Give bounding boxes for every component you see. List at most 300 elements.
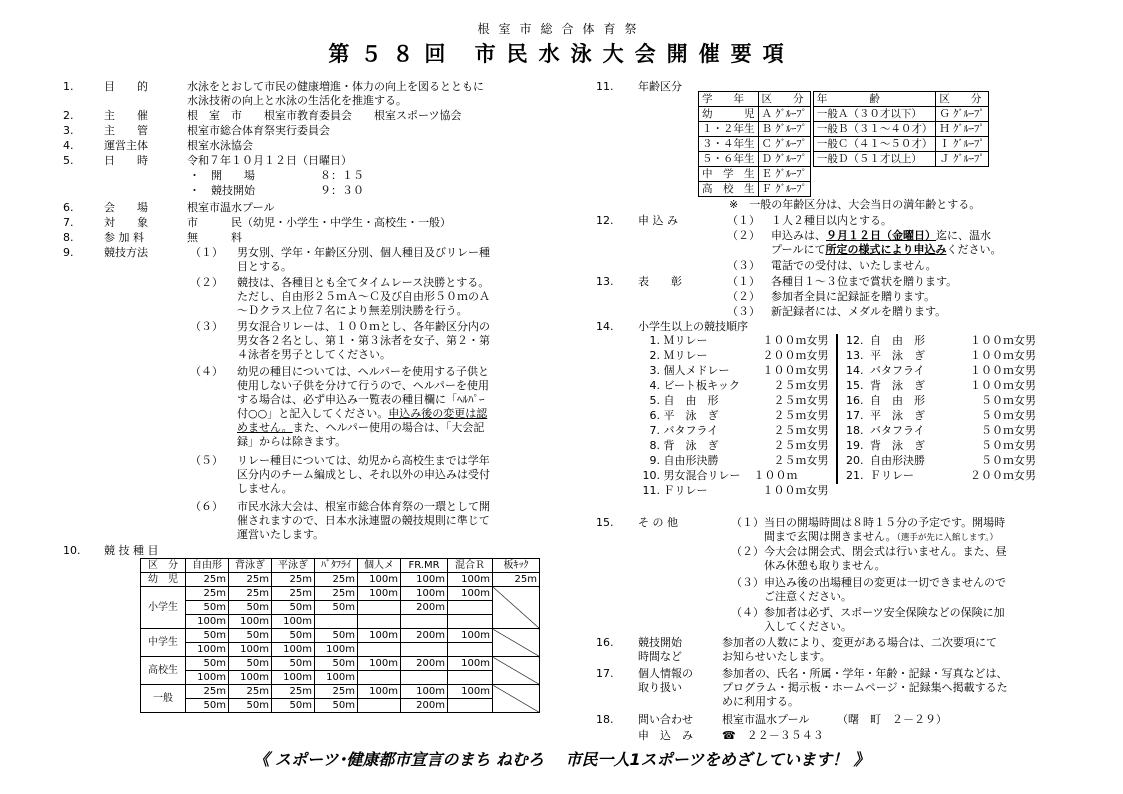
section-number: 7. — [63, 216, 74, 229]
list-item — [640, 454, 829, 468]
section-label: 小学生以上の競技順序 — [638, 320, 748, 333]
table-header: FR.MR — [401, 559, 448, 573]
list-item — [846, 439, 1036, 453]
rule-line: めに利用する。 — [722, 695, 799, 708]
table-cell: 一般Ａ（３０才以下） — [813, 107, 936, 122]
table-header: 年 齢 — [813, 92, 936, 107]
table-row — [141, 629, 540, 643]
order-event: 自 由 形 — [870, 334, 925, 347]
order-num: 13. — [846, 349, 864, 362]
target-text: 市 民（幼児・小学生・中学生・高校生・一般） — [187, 216, 451, 229]
table-cell: 50m — [272, 657, 315, 671]
item-number: （３） — [190, 320, 223, 333]
table-cell: 200m — [401, 657, 448, 671]
section-label: そ の 他 — [638, 516, 678, 529]
list-item — [640, 424, 829, 438]
order-num: 20. — [846, 454, 864, 467]
table-row — [141, 657, 540, 671]
table-cell: Ｊ ｸﾞﾙｰﾌﾟ — [936, 152, 988, 167]
order-distance: １００ｍ — [753, 469, 798, 482]
order-event: バタフライ — [663, 424, 719, 437]
table-cell — [315, 615, 358, 629]
rule-text: プールにて — [771, 243, 826, 256]
start-label: ・ 競技開始 — [189, 184, 255, 197]
section-label: 対 象 — [104, 216, 148, 229]
order-distance: ２５ｍ女男 — [773, 394, 829, 407]
order-event: 背 泳 ぎ — [870, 379, 925, 392]
empty-cell — [493, 587, 540, 629]
divider — [836, 334, 838, 484]
venue-text: 根室市温水プール — [187, 201, 275, 214]
table-cell: ３・４年生 — [699, 137, 759, 152]
document-title: 第５８回 市民水泳大会開催要項 — [328, 42, 795, 66]
order-num: 7. — [649, 424, 660, 437]
rule-line: 区分内のチーム編成とし、それ以外の申込みは受付 — [237, 468, 490, 481]
order-num: 16. — [846, 394, 864, 407]
order-distance: １００ｍ女男 — [970, 379, 1036, 392]
table-cell — [358, 643, 401, 657]
item-number: （１） — [727, 214, 760, 227]
rule-line: 各種目１～３位まで賞状を贈ります。 — [771, 275, 958, 288]
section-label: 主 管 — [104, 124, 148, 137]
table-cell: 200m — [401, 601, 448, 615]
order-distance: ５０ｍ女男 — [981, 454, 1036, 467]
rule-text: また、ヘルパー使用の場合は、「大会記 — [292, 421, 485, 434]
order-num: 4. — [649, 379, 660, 392]
table-header: 学 年 — [699, 92, 759, 107]
table-cell: Ｄ ｸﾞﾙｰﾌﾟ — [758, 152, 810, 167]
item-number: （２） — [727, 229, 760, 242]
rule-line: リレー種目については、幼児から高校生までは学年 — [237, 454, 490, 467]
table-cell: Ｇ ｸﾞﾙｰﾌﾟ — [936, 107, 988, 122]
rule-line — [237, 421, 484, 435]
order-num: 5. — [649, 394, 660, 407]
organizer-text: 根 室 市 根室市教育委員会 根室スポーツ協会 — [187, 109, 462, 122]
rule-note: （選手が先に入館します。） — [896, 533, 998, 543]
row-label: 一般 — [141, 685, 186, 713]
empty-cell — [810, 167, 988, 182]
table-cell — [448, 671, 493, 685]
item-number: （１） — [731, 516, 764, 529]
table-row — [699, 182, 989, 197]
table-row — [141, 587, 540, 601]
table-cell — [358, 699, 401, 713]
order-event: 背 泳 ぎ — [870, 439, 925, 452]
table-header: 自由形 — [186, 559, 229, 573]
order-num: 18. — [846, 424, 864, 437]
table-row — [699, 107, 989, 122]
table-cell: 25m — [186, 587, 229, 601]
section-label: 問い合わせ — [638, 713, 693, 726]
row-label: 幼 児 — [141, 573, 186, 587]
age-note: ※ 一般の年齢区分は、大会当日の満年齢とする。 — [729, 198, 981, 211]
section-number: 11. — [596, 80, 614, 93]
order-distance: ２５ｍ女男 — [773, 409, 829, 422]
order-distance: ５０ｍ女男 — [981, 409, 1036, 422]
table-cell: 25m — [186, 685, 229, 699]
table-cell: 50m — [272, 629, 315, 643]
table-cell: 100m — [358, 657, 401, 671]
order-distance: １００ｍ女男 — [762, 484, 829, 497]
section-number: 14. — [596, 320, 614, 333]
section-number: 17. — [596, 667, 614, 680]
row-label: 高校生 — [141, 657, 186, 685]
rule-line — [771, 229, 991, 243]
order-num: 2. — [649, 349, 660, 362]
rule-line: 電話での受付は、いたしません。 — [771, 259, 937, 272]
list-item — [640, 394, 829, 408]
item-number: （２） — [727, 290, 760, 303]
table-cell: 100m — [315, 671, 358, 685]
table-row — [141, 671, 540, 685]
order-event: Ｍリレー — [663, 349, 708, 362]
event-subtitle: 根室市総合体育祭 — [477, 22, 646, 36]
rule-line: する場合は、必ず申込み一覧表の種目欄に「ﾍﾙﾊﾟｰ — [237, 393, 485, 406]
table-cell: 50m — [229, 657, 272, 671]
order-num: 11. — [642, 484, 660, 497]
table-cell: 100m — [448, 657, 493, 671]
section-label: 年齢区分 — [638, 80, 682, 93]
order-distance: １００ｍ女男 — [970, 364, 1036, 377]
table-cell: 100m — [401, 685, 448, 699]
list-item — [640, 469, 829, 483]
order-distance: １００ｍ女男 — [762, 334, 829, 347]
order-distance: ５０ｍ女男 — [981, 394, 1036, 407]
order-event: ビート板キック — [663, 379, 740, 392]
order-event: Ｍリレー — [663, 334, 708, 347]
table-header: 板ｷｯｸ — [493, 559, 540, 573]
rule-line: 申込み後の出場種目の変更は一切できませんので — [764, 576, 1006, 589]
table-cell: １・２年生 — [699, 122, 759, 137]
table-row — [141, 601, 540, 615]
table-cell — [358, 601, 401, 615]
section-number: 8. — [63, 231, 74, 244]
contact-address: 根室市温水プール （曙 町 ２－２９） — [722, 713, 947, 726]
order-event: 個人メドレー — [663, 364, 730, 377]
rule-line: 参加者全員に記録証を贈ります。 — [771, 290, 936, 303]
age-group-table — [698, 91, 989, 197]
table-header: 混合Ｒ — [448, 559, 493, 573]
order-event: 背 泳 ぎ — [663, 439, 719, 452]
operator-text: 根室水泳協会 — [187, 139, 253, 152]
table-header: 区 分 — [758, 92, 810, 107]
item-number: （５） — [190, 454, 223, 467]
section-number: 1. — [63, 80, 74, 93]
table-row — [699, 137, 989, 152]
list-item — [846, 394, 1036, 408]
table-cell: 50m — [186, 699, 229, 713]
table-cell: 50m — [229, 601, 272, 615]
rule-text: 間まで玄関は開きません。 — [764, 530, 897, 543]
table-cell: 25m — [493, 573, 540, 587]
list-item — [846, 379, 1036, 393]
table-cell: 25m — [272, 587, 315, 601]
section-number: 15. — [596, 516, 614, 529]
table-header: 背泳ぎ — [229, 559, 272, 573]
section-number: 6. — [63, 201, 74, 214]
rule-line: 参加者の、氏名・所属・学年・年齢・記録・写真などは、 — [722, 667, 1008, 680]
row-label: 小学生 — [141, 587, 186, 629]
table-cell: 高 校 生 — [699, 182, 759, 197]
rule-line: お知らせいたします。 — [722, 650, 831, 663]
rule-line: 幼児の種目については、ヘルパーを使用する子供と — [237, 365, 490, 378]
table-row — [141, 573, 540, 587]
rule-line: 録」からは除きます。 — [237, 435, 347, 448]
table-cell: 100m — [358, 573, 401, 587]
table-cell: 一般Ｄ（５１才以上） — [813, 152, 936, 167]
table-cell: 25m — [272, 685, 315, 699]
item-number: （３） — [727, 259, 760, 272]
empty-cell — [493, 629, 540, 657]
table-cell: 50m — [186, 657, 229, 671]
table-cell: 50m — [315, 657, 358, 671]
rule-line — [764, 530, 998, 545]
row-label: 中学生 — [141, 629, 186, 657]
order-event: 平 泳 ぎ — [870, 349, 925, 362]
section-number: 2. — [63, 109, 74, 122]
table-cell: 100m — [358, 685, 401, 699]
order-distance: ２５ｍ女男 — [773, 454, 829, 467]
list-item — [846, 454, 1036, 468]
rule-line: ～Ｄクラス上位７名により無差別決勝を行う。 — [237, 304, 468, 317]
table-cell: 一般Ｂ（３１～４０才） — [813, 122, 936, 137]
order-num: 14. — [846, 364, 864, 377]
item-number: （４） — [190, 365, 223, 378]
table-header: ﾊﾞﾀﾌﾗｲ — [315, 559, 358, 573]
list-item — [846, 424, 1036, 438]
rule-line: 参加者の人数により、変更がある場合は、二次要項にて — [722, 636, 997, 649]
order-event: バタフライ — [870, 364, 925, 377]
table-cell: 100m — [401, 587, 448, 601]
order-distance: １００ｍ女男 — [970, 334, 1036, 347]
table-cell: 25m — [229, 587, 272, 601]
list-item — [640, 379, 829, 393]
section-number: 13. — [596, 275, 614, 288]
section-label: 日 時 — [104, 154, 148, 167]
open-label: ・ 開 場 — [189, 169, 255, 182]
order-event: 平 泳 ぎ — [663, 409, 719, 422]
order-distance: ２５ｍ女男 — [773, 439, 829, 452]
table-cell: 50m — [272, 601, 315, 615]
table-cell: 100m — [186, 643, 229, 657]
order-distance: ２００ｍ女男 — [762, 349, 829, 362]
item-number: （１） — [727, 275, 760, 288]
rule-line: 使用しない子供を分けて行うので、ヘルパーを使用 — [237, 379, 490, 392]
table-cell: 100m — [186, 671, 229, 685]
item-number: （２） — [731, 545, 764, 558]
event-date: 令和７年１０月１２日（日曜日） — [187, 154, 352, 167]
order-num: 9. — [649, 454, 660, 467]
rule-line: 男女各２名とし、第１・第３泳者を女子、第２・第 — [237, 334, 490, 347]
rule-line: 当日の開場時間は８時１５分の予定です。開場時 — [764, 516, 1006, 529]
table-row — [141, 699, 540, 713]
table-cell: 200m — [401, 699, 448, 713]
rule-line: 目とする。 — [237, 260, 292, 273]
list-item — [846, 334, 1036, 348]
table-cell: 25m — [229, 573, 272, 587]
order-distance: ５０ｍ女男 — [981, 424, 1036, 437]
events-table — [140, 558, 540, 713]
fee-text: 無 料 — [187, 231, 242, 244]
item-number: （３） — [731, 576, 764, 589]
rule-line: しません。 — [237, 482, 293, 495]
rule-line: 今大会は開会式、閉会式は行いません。また、昼 — [764, 545, 1007, 558]
rule-line: プログラム・掲示板・ホームページ・記録集へ掲載するた — [722, 681, 1008, 694]
item-number: （４） — [731, 606, 764, 619]
table-cell — [358, 671, 401, 685]
table-cell: 100m — [448, 629, 493, 643]
table-cell: 25m — [186, 573, 229, 587]
list-item — [640, 349, 829, 363]
order-event: 自 由 形 — [870, 394, 925, 407]
order-distance: １００ｍ女男 — [970, 349, 1036, 362]
section-label: 主 催 — [104, 109, 148, 122]
section-label: 運営主体 — [104, 139, 148, 152]
table-cell: Ａ ｸﾞﾙｰﾌﾟ — [758, 107, 810, 122]
rule-line — [237, 407, 487, 421]
section-number: 5. — [63, 154, 74, 167]
section-number: 3. — [63, 124, 74, 137]
table-row — [699, 152, 989, 167]
list-item — [846, 364, 1036, 378]
section-label: 取り扱い — [638, 681, 682, 694]
table-cell: 50m — [315, 601, 358, 615]
table-row — [141, 685, 540, 699]
item-number: （３） — [727, 305, 760, 318]
rule-line: 催されますので、日本水泳連盟の競技規則に準じて — [237, 514, 490, 527]
rule-line: 入してください。 — [764, 620, 852, 633]
table-cell: 25m — [229, 685, 272, 699]
section-label: 会 場 — [104, 201, 148, 214]
deadline-date: ９月１２日（金曜日） — [826, 229, 936, 242]
table-cell: 100m — [229, 615, 272, 629]
empty-cell — [493, 685, 540, 713]
section-label: 競技方法 — [104, 246, 148, 259]
table-header-row — [141, 559, 540, 573]
table-header: 平泳ぎ — [272, 559, 315, 573]
table-cell — [448, 601, 493, 615]
rule-text: 申込みは、 — [771, 229, 826, 242]
table-header: 区 分 — [141, 559, 186, 573]
list-item — [846, 409, 1036, 423]
section-number: 18. — [596, 713, 614, 726]
section-label: 競技開始 — [638, 636, 682, 649]
list-item — [640, 364, 829, 378]
table-cell: 25m — [272, 573, 315, 587]
order-distance: ２５ｍ女男 — [773, 379, 829, 392]
section-number: 9. — [63, 246, 74, 259]
table-cell: 100m — [448, 573, 493, 587]
rule-line: １人２種目以内とする。 — [771, 214, 892, 227]
table-row — [699, 167, 989, 182]
order-num: 19. — [846, 439, 864, 452]
section-label: 個人情報の — [638, 667, 693, 680]
table-cell: Ｂ ｸﾞﾙｰﾌﾟ — [758, 122, 810, 137]
table-cell: 一般Ｃ（４１～５０才） — [813, 137, 936, 152]
rule-line — [771, 243, 1001, 257]
rule-line: 競技は、各種目とも全てタイムレース決勝とする。 — [237, 276, 490, 289]
start-time: ９：３０ — [320, 184, 364, 197]
section-label: 申 込 み — [638, 729, 693, 742]
list-item — [640, 484, 829, 498]
section-label: 競 技 種 目 — [104, 544, 159, 557]
table-row — [699, 122, 989, 137]
change-notice: めません。 — [237, 421, 293, 434]
list-item — [640, 439, 829, 453]
table-cell — [358, 615, 401, 629]
table-cell: 50m — [315, 699, 358, 713]
table-cell: 中 学 生 — [699, 167, 759, 182]
list-item — [640, 409, 829, 423]
rule-line: ただし、自由形２５ｍＡ～Ｃ及び自由形５０ｍのＡ — [237, 290, 490, 303]
table-cell: Ｆ ｸﾞﾙｰﾌﾟ — [758, 182, 810, 197]
rule-line: ご注意ください。 — [764, 590, 852, 603]
table-cell: Ｈ ｸﾞﾙｰﾌﾟ — [936, 122, 988, 137]
order-num: 3. — [649, 364, 660, 377]
rule-line: 男女別、学年・年齢区分別、個人種目及びリレー種 — [237, 246, 490, 259]
table-cell — [448, 615, 493, 629]
order-distance: １００ｍ女男 — [762, 364, 829, 377]
item-number: （１） — [190, 246, 223, 259]
order-num: 8. — [649, 439, 660, 452]
section-label: 表 彰 — [638, 275, 682, 288]
table-header: 個人メ — [358, 559, 401, 573]
rule-line: 休み休憩も取りません。 — [764, 559, 886, 572]
table-cell: 25m — [315, 587, 358, 601]
order-num: 17. — [846, 409, 864, 422]
order-event: 自由形決勝 — [663, 454, 719, 467]
table-row — [141, 615, 540, 629]
table-header-row — [699, 92, 989, 107]
purpose-line: 水泳をとおして市民の健康増進・体力の向上を図るとともに — [187, 80, 484, 93]
table-cell: Ｅ ｸﾞﾙｰﾌﾟ — [758, 167, 810, 182]
order-distance: ５０ｍ女男 — [981, 439, 1036, 452]
section-number: 10. — [63, 544, 81, 557]
table-cell — [448, 699, 493, 713]
table-cell — [401, 615, 448, 629]
order-event: 平 泳 ぎ — [870, 409, 925, 422]
rule-text: ください。 — [946, 243, 1002, 256]
rule-line: 参加者は必ず、スポーツ安全保険などの保険に加 — [764, 606, 1005, 619]
table-cell: Ｃ ｸﾞﾙｰﾌﾟ — [758, 137, 810, 152]
order-distance: ２００ｍ女男 — [970, 469, 1036, 482]
purpose-line: 水泳技術の向上と水泳の生活化を推進する。 — [187, 94, 407, 107]
table-cell: Ｉ ｸﾞﾙｰﾌﾟ — [936, 137, 988, 152]
order-num: 12. — [846, 334, 864, 347]
table-cell: 100m — [229, 643, 272, 657]
table-cell: 50m — [186, 629, 229, 643]
table-cell: 100m — [272, 671, 315, 685]
section-label: 参 加 料 — [104, 231, 144, 244]
table-cell: 50m — [186, 601, 229, 615]
table-cell: 25m — [315, 573, 358, 587]
contact-phone: ☎ ２２－３５４３ — [722, 729, 824, 742]
table-cell: 50m — [272, 699, 315, 713]
order-num: 6. — [649, 409, 660, 422]
table-cell: 100m — [186, 615, 229, 629]
empty-cell — [810, 182, 988, 197]
table-cell: 200m — [401, 629, 448, 643]
order-event: 自 由 形 — [663, 394, 719, 407]
table-cell: 100m — [448, 685, 493, 699]
section-number: 16. — [596, 636, 614, 649]
table-cell: 50m — [315, 629, 358, 643]
section-number: 12. — [596, 214, 614, 227]
table-cell: 幼 児 — [699, 107, 759, 122]
list-item — [846, 469, 1036, 483]
table-cell: 100m — [358, 587, 401, 601]
table-cell: 25m — [315, 685, 358, 699]
